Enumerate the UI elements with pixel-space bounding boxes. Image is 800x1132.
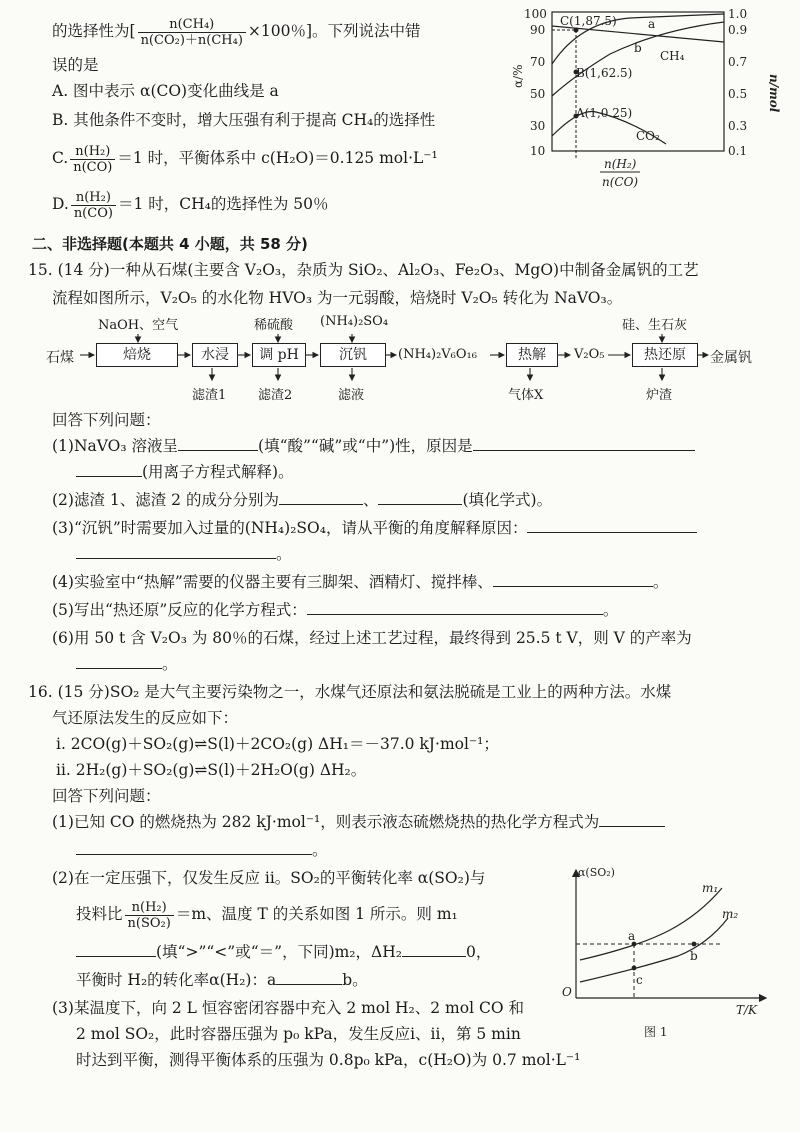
chart1-x-label-den: n(CO)	[602, 175, 639, 189]
flow-box-leach: 水浸	[192, 343, 238, 367]
q16-q3-line3: 时达到平衡，测得平衡体系的压强为 0.8p₀ kPa，c(H₂O)为 0.7 mol·L⁻¹	[76, 1051, 581, 1069]
chart2-caption: 图 1	[644, 1025, 668, 1039]
q16-q2-line4: 平衡时 H₂的转化率α(H₂)：a b。	[76, 971, 368, 989]
chart1-tick-r-1.0: 1.0	[728, 7, 748, 21]
ratio-fraction-c: $\frac{\text{n(H₂)}}{n(CO)}$	[70, 144, 115, 175]
flow-output-2: 滤渣1	[192, 388, 227, 403]
chart2-point-c	[632, 966, 637, 971]
chart1-label-a: A(1,0.25)	[576, 106, 633, 120]
flow-box-ph: 调 pH	[252, 343, 306, 367]
chart1-tick-l-90: 90	[530, 23, 546, 37]
answer-blank-1c[interactable]	[76, 462, 142, 477]
chart1-tick-l-70: 70	[530, 55, 546, 69]
answer-blank-1a[interactable]	[178, 436, 258, 451]
q16-reaction-2: ⅱ. 2H₂(g)＋SO₂(g)⇌S(l)＋2H₂O(g) ΔH₂。	[56, 761, 367, 779]
chart1-y-left-label: α/%	[511, 64, 525, 88]
section-heading: 二、非选择题(本题共 4 小题，共 58 分)	[32, 235, 308, 253]
chart1-tick-l-30: 30	[530, 119, 546, 133]
flow-output-6: 炉渣	[646, 388, 673, 403]
flow-mid-1: (NH₄)₂V₆O₁₆	[398, 347, 477, 362]
q14-line1: 的选择性为[ $\frac{\text{n(CH₄)}}{\text{n(CO₂)＋n(CH₄)}}$ ×100％]。下列说法中错	[52, 16, 421, 48]
answer-blank-4[interactable]	[493, 572, 653, 587]
q16-q2-line2: 投料比 $\frac{\text{n(H₂)}}{\text{n(SO₂)}}$ ＝m、温度 T 的关系如图 1 所示。则 m₁	[76, 899, 458, 931]
flow-output-4: 滤液	[338, 388, 365, 403]
flow-output-5: 气体X	[508, 388, 544, 403]
flow-box-pyrolysis: 热解	[506, 343, 558, 367]
q14-line2: 误的是	[52, 56, 99, 74]
chart1-label-c: C(1,87.5)	[560, 14, 617, 28]
chart2-point-b	[692, 942, 697, 947]
answer-blank-2a[interactable]	[279, 490, 363, 505]
q14-option-b: B. 其他条件不变时，增大压强有利于提高 CH₄的选择性	[52, 111, 436, 129]
q16-reaction-1: ⅰ. 2CO(g)＋SO₂(g)⇌S(l)＋2CO₂(g) ΔH₁＝－37.0 kJ·mol⁻¹；	[56, 735, 499, 753]
chart1-label-b: B(1,62.5)	[576, 66, 633, 80]
answer-blank-16-1b[interactable]	[76, 840, 312, 855]
chart2-label-c: c	[636, 973, 643, 987]
q15-q4: (4)实验室中“热解”需要的仪器主要有三脚架、酒精灯、搅拌棒、 。	[52, 573, 669, 591]
answer-blank-16-1a[interactable]	[599, 812, 665, 827]
flow-mid-2: V₂O₅	[574, 347, 605, 362]
chart-1	[510, 4, 790, 196]
answer-blank-2b[interactable]	[378, 490, 462, 505]
feed-ratio-fraction: $\frac{\text{n(H₂)}}{\text{n(SO₂)}}$	[125, 900, 174, 931]
flow-input-4: (NH₄)₂SO₄	[320, 314, 389, 329]
q15-line1: 15. (14 分)一种从石煤(主要含 V₂O₃，杂质为 SiO₂、Al₂O₃、Fe₂O₃、MgO)中制备金属钒的工艺	[28, 261, 699, 279]
answer-blank-16-2c[interactable]	[276, 970, 342, 985]
answer-blank-6[interactable]	[76, 654, 162, 669]
flowchart	[0, 310, 800, 410]
q15-q3-cont: 。	[76, 544, 292, 564]
flow-input-1: NaOH、空气	[98, 318, 179, 333]
flow-end: 金属钒	[710, 350, 752, 366]
chart1-tick-l-50: 50	[530, 87, 546, 101]
chart1-tick-l-100: 100	[524, 7, 547, 21]
chart1-y-right-label: n/mol	[767, 74, 781, 113]
answer-blank-16-2a[interactable]	[76, 942, 156, 957]
flow-box-roast: 焙烧	[96, 343, 178, 367]
chart1-tick-r-0.9: 0.9	[728, 23, 748, 37]
ratio-fraction-d: $\frac{\text{n(H₂)}}{n(CO)}$	[71, 190, 116, 221]
q15-q1-cont: (用离子方程式解释)。	[76, 462, 294, 482]
q15-q5: (5)写出“热还原”反应的化学方程式： 。	[52, 601, 619, 619]
chart2-label-b: b	[690, 949, 698, 963]
chart1-x-label-num: n(H₂)	[604, 157, 637, 171]
chart2-x-label: T/K	[736, 1003, 758, 1017]
answer-blank-16-2b[interactable]	[402, 942, 466, 957]
chart1-series-name-b: b	[634, 41, 642, 55]
flow-output-3: 滤渣2	[258, 388, 293, 403]
q16-line2: 气还原法发生的反应如下：	[52, 709, 239, 727]
q14-option-d: D. $\frac{\text{n(H₂)}}{n(CO)}$ ＝1 时，CH₄的选择性为 50％	[52, 189, 329, 221]
q16-prompt: 回答下列问题：	[52, 787, 161, 805]
q16-q1-cont: 。	[76, 840, 328, 860]
answer-blank-5[interactable]	[307, 600, 603, 615]
q14-option-c: C. $\frac{\text{n(H₂)}}{n(CO)}$ ＝1 时，平衡体系中 c(H₂O)＝0.125 mol·L⁻¹	[52, 143, 438, 175]
q14-option-a: A. 图中表示 α(CO)变化曲线是 a	[52, 82, 279, 100]
chart2-label-a: a	[628, 929, 636, 943]
q15-q3: (3)“沉钒”时需要加入过量的(NH₄)₂SO₄，请从平衡的角度解释原因：	[52, 518, 697, 538]
chart1-series-name-a: a	[648, 17, 656, 31]
chart2-y-label: α(SO₂)	[578, 866, 615, 879]
chart2-label-m2: m₂	[722, 907, 739, 921]
flow-input-6: 硅、生石灰	[622, 318, 688, 333]
chart2-series-m1	[580, 888, 722, 960]
chart2-origin: O	[562, 985, 572, 999]
chart-2	[560, 860, 780, 1050]
flow-box-precipitate: 沉钒	[320, 343, 386, 367]
chart1-tick-r-0.7: 0.7	[728, 55, 748, 69]
flow-start: 石煤	[46, 350, 74, 366]
chart1-tick-r-0.5: 0.5	[728, 87, 748, 101]
q15-q2: (2)滤渣 1、滤渣 2 的成分分别为 、 (填化学式)。	[52, 491, 553, 509]
answer-blank-1b[interactable]	[473, 436, 695, 451]
q15-q1: (1)NaVO₃ 溶液呈 (填“酸”“碱”或“中”)性，原因是	[52, 436, 695, 456]
q15-q6-cont: 。	[76, 654, 178, 674]
q16-q2-line3: (填“>”“<”或“＝”，下同)m₂，ΔH₂ 0，	[76, 942, 491, 962]
chart1-tick-r-0.1: 0.1	[728, 144, 748, 158]
chart2-series-m2	[580, 918, 728, 982]
q15-line2: 流程如图所示，V₂O₅ 的水化物 HVO₃ 为一元弱酸，焙烧时 V₂O₅ 转化为 NaVO₃。	[52, 289, 623, 307]
chart1-point-c	[574, 28, 579, 33]
q16-line1: 16. (15 分)SO₂ 是大气主要污染物之一，水煤气还原法和氨法脱硫是工业上的两种方法。水煤	[28, 683, 672, 701]
flow-box-thermal-reduction: 热还原	[632, 343, 698, 367]
answer-blank-3a[interactable]	[527, 518, 697, 533]
chart1-tick-r-0.3: 0.3	[728, 119, 748, 133]
answer-blank-3b[interactable]	[76, 544, 276, 559]
q15-q6: (6)用 50 t 含 V₂O₃ 为 80％的石煤，经过上述工艺过程，最终得到 25.5 t V，则 V 的产率为	[52, 629, 692, 647]
chart1-series-name-ch4: CH₄	[660, 49, 685, 63]
flow-input-3: 稀硫酸	[254, 318, 294, 333]
q16-q3-line1: (3)某温度下，向 2 L 恒容密闭容器中充入 2 mol H₂、2 mol CO 和	[52, 999, 524, 1017]
chart1-series-b	[552, 22, 724, 96]
chart1-tick-l-10: 10	[530, 144, 546, 158]
q16-q3-line2: 2 mol SO₂，此时容器压强为 p₀ kPa，发生反应ⅰ、ⅱ，第 5 min	[76, 1025, 521, 1043]
chart1-series-name-co2: CO₂	[636, 129, 660, 143]
q15-prompt: 回答下列问题：	[52, 411, 161, 429]
q16-q1: (1)已知 CO 的燃烧热为 282 kJ·mol⁻¹，则表示液态硫燃烧热的热化学方程式为	[52, 812, 665, 832]
q16-q2-line1: (2)在一定压强下，仅发生反应 ⅱ。SO₂的平衡转化率 α(SO₂)与	[52, 869, 486, 887]
chart2-label-m1: m₁	[702, 881, 719, 895]
selectivity-fraction: $\frac{\text{n(CH₄)}}{\text{n(CO₂)＋n(CH₄)}}$	[138, 17, 246, 48]
